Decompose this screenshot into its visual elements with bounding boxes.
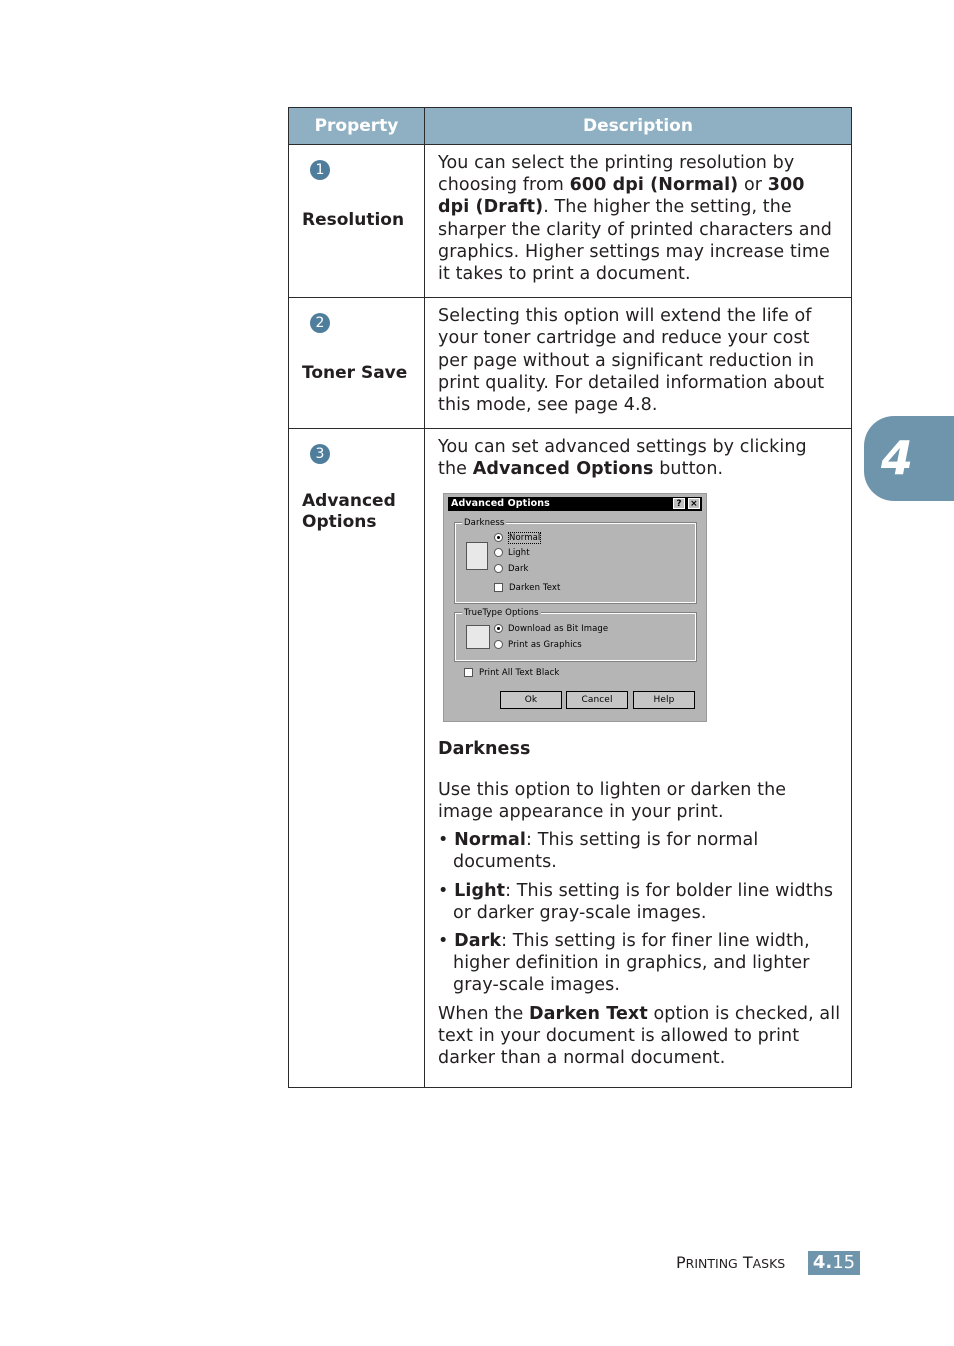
printer-icon [466, 542, 488, 570]
table-row [289, 429, 852, 1088]
radio-light[interactable]: Light [494, 548, 530, 559]
darken-text-checkbox[interactable]: Darken Text [494, 583, 560, 594]
darkness-group: Darkness Normal Light Dark Darken Text [455, 523, 696, 603]
property-description: Selecting this option will extend the life of your toner cartridge and reduce your cost per page without a significant reduction in print quality. For detailed information about this mode, see page 4.8. [438, 306, 825, 416]
list-item: • Dark: This setting is for finer line width, higher definition in graphics, and lighter gray-scale images. [438, 931, 810, 996]
darkness-heading: Darkness [438, 738, 531, 759]
list-item: • Normal: This setting is for normal documents. [438, 830, 759, 873]
print-all-text-black-checkbox[interactable]: Print All Text Black [464, 668, 559, 679]
list-item: • Light: This setting is for bolder line widths or darker gray-scale images. [438, 880, 834, 923]
help-button[interactable]: Help [633, 691, 695, 709]
footer-section-title: PRINTING TASKS [676, 1253, 786, 1272]
header-description: Description [425, 108, 852, 145]
radio-download-bit-image[interactable]: Download as Bit Image [494, 624, 608, 635]
table-row [289, 298, 852, 429]
radio-print-as-graphics[interactable]: Print as Graphics [494, 640, 582, 651]
callout-number-1: 1 [310, 160, 330, 180]
darkness-intro: Use this option to lighten or darken the image appearance in your print. [438, 779, 787, 823]
callout-number-3: 3 [310, 444, 330, 464]
help-icon[interactable]: ? [673, 498, 685, 509]
dialog-title-bar: Advanced Options ? × [448, 497, 702, 511]
property-description: You can select the printing resolution by choosing from 600 dpi (Normal) or 300 dpi (Draft). The higher the setting, the sharper the clarity of printed characters and graphics. Higher settings may increase time it takes to print a document. [438, 153, 832, 285]
chapter-tab: 4 [864, 416, 954, 501]
darken-text-note: When the Darken Text option is checked, all text in your document is allowed to print darker than a normal document. [438, 1003, 841, 1069]
property-name: Toner Save [302, 363, 408, 384]
cancel-button[interactable]: Cancel [566, 691, 628, 709]
page-number: 4.15 [808, 1251, 860, 1275]
truetype-group: TrueType Options Download as Bit Image Print as Graphics [455, 613, 696, 661]
properties-table [288, 107, 852, 1088]
advanced-options-dialog [443, 493, 707, 722]
radio-normal[interactable]: Normal [494, 533, 541, 544]
ok-button[interactable]: Ok [500, 691, 562, 709]
table-row [289, 145, 852, 298]
callout-number-2: 2 [310, 313, 330, 333]
property-name: Advanced Options [302, 491, 396, 533]
property-name: Resolution [302, 210, 405, 230]
close-icon[interactable]: × [688, 498, 700, 509]
property-description: You can set advanced settings by clicking the Advanced Options button. Advanced Options ? × Darkness Normal Light Dark Darken Text TrueType Options Download as Bit Image Print as Graphics Print All Text Black Ok Cancel Help Darkness Use this option to lighten or darken the image appearance in your print. • Normal: This setting is for normal documents. • Light: This setting is for bolder line widths or darker gray-scale images. • Dark: This setting is for finer line width, higher definition in graphics, and lighter gray-scale images. When the Darken Text option is checked, all text in your document is allowed to print darker than a normal document. [438, 437, 841, 1069]
radio-dark[interactable]: Dark [494, 564, 529, 575]
truetype-icon [466, 625, 490, 649]
header-property: Property [289, 108, 425, 145]
